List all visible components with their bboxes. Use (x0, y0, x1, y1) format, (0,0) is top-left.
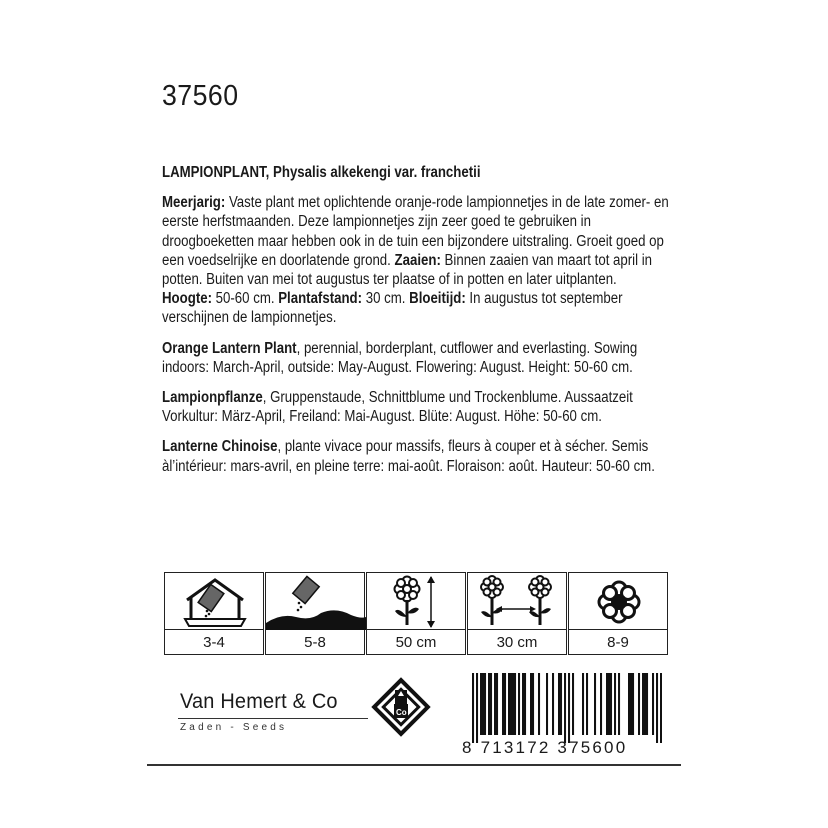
barcode-bar (524, 673, 526, 735)
barcode-bar (642, 673, 644, 735)
barcode-bar (494, 673, 496, 735)
flowering-months: 8-9 (607, 634, 629, 651)
barcode-bar (572, 673, 574, 735)
barcode-bar (628, 673, 630, 735)
brand-tagline: Zaden - Seeds (180, 722, 288, 733)
paragraph-german (162, 388, 669, 426)
article-number: 37560 (162, 80, 239, 112)
plant-spacing-icon (468, 573, 568, 630)
plant-height-value: 50 cm (395, 634, 437, 651)
body-text: 30 cm. (362, 290, 410, 308)
barcode-bar (610, 673, 612, 735)
body-text: , Gruppenstaude, Schnittblume und Trockenblume. Aussaatzeit Vorkultur: März-April, Freiland: Mai-August. Blüte: August. Höhe: 50-60 cm. (162, 389, 633, 426)
barcode-bar (638, 673, 640, 735)
bold-term: Orange Lantern Plant (162, 339, 297, 357)
barcode-bar (564, 673, 566, 743)
barcode-bar (660, 673, 662, 743)
body-text: 50-60 cm. (212, 290, 279, 308)
barcode-bar (514, 673, 516, 735)
barcode-bar (646, 673, 648, 735)
brand-name: Van Hemert & Co (180, 690, 338, 713)
barcode-bar (568, 673, 570, 743)
description-block (162, 163, 722, 487)
barcode-bar (552, 673, 554, 735)
bold-term: LAMPIONPLANT, Physalis alkekengi var. franchetii (162, 164, 481, 181)
paragraph-title (162, 163, 669, 182)
body-text: , plante vivace pour massifs, fleurs à couper et à sécher. Semis àl’intérieur: mars-avril, en pleine terre: mai-août. Floraison: août. Hauteur: 50-60 cm. (162, 438, 655, 475)
plant-spacing-value: 30 cm (496, 634, 538, 651)
body-text: Vaste plant met oplichtende oranje-rode lampionnetjes in de late zomer- en eerste herfstmaanden. Deze lampionnetjes zijn zeer goed te gebruiken in droogboeketten maar hebben ook in de tuin een bijzondere uitstraling. Groeit goed op een voedselrijke en doorlatende grond. (162, 194, 669, 269)
company-logo (368, 674, 434, 740)
bold-term: Zaaien: (394, 251, 441, 269)
barcode-bar (644, 673, 646, 735)
paragraph-french (162, 437, 669, 475)
barcode-bar (656, 673, 658, 743)
greenhouse-sowing-icon (165, 573, 265, 630)
barcode-bar (594, 673, 596, 735)
icon-cell-indoor-sowing (164, 572, 264, 655)
barcode-bar (600, 673, 602, 735)
barcode-bar (490, 673, 492, 735)
barcode-bar (546, 673, 548, 735)
bold-term: Hoogte: (162, 290, 213, 308)
body-text: In augustus tot september verschijnen de lampionnetjes. (162, 290, 623, 327)
bold-term: Bloeitijd: (409, 290, 466, 308)
barcode-bar (472, 673, 474, 743)
barcode-bar (560, 673, 562, 735)
bold-term: Meerjarig: (162, 194, 226, 212)
barcode-number: 8 713172 375600 (462, 738, 628, 757)
barcode-bar (518, 673, 520, 735)
barcode-bar (496, 673, 498, 735)
plant-height-icon (367, 573, 467, 630)
barcode-bar (652, 673, 654, 735)
cultivation-icons (164, 572, 668, 657)
bottom-rule (147, 764, 681, 766)
bold-term: Lanterne Chinoise (162, 438, 278, 456)
barcode-bar (582, 673, 584, 735)
outdoor-sowing-icon (266, 573, 366, 630)
barcode-bar (488, 673, 490, 735)
barcode-bar (532, 673, 534, 735)
barcode-bar (482, 673, 484, 735)
barcode-bar (502, 673, 504, 735)
barcode-bar (476, 673, 478, 743)
barcode-bar (606, 673, 608, 735)
icon-cell-height (366, 572, 466, 655)
icon-cell-flowering (568, 572, 668, 655)
body-text: Binnen zaaien van maart tot april in potten. Buiten van mei tot augustus ter plaatse of in potten en later uitplanten. (162, 251, 653, 289)
barcode-bar (618, 673, 620, 735)
barcode-bar (484, 673, 486, 735)
barcode-bar (586, 673, 588, 735)
barcode-bar (508, 673, 510, 735)
barcode-bar (512, 673, 514, 735)
barcode-bar (632, 673, 634, 735)
barcode-bar (614, 673, 616, 735)
brand-divider (178, 718, 368, 719)
body-text: , perennial, borderplant, cutflower and everlasting. Sowing indoors: March-April, outside: May-August. Flowering: August. Height: 50-60 cm. (162, 339, 638, 376)
icon-cell-spacing (467, 572, 567, 655)
svg-text:Co: Co (396, 708, 407, 717)
barcode-bar (480, 673, 482, 735)
barcode-bar (522, 673, 524, 735)
barcode-bar (510, 673, 512, 735)
indoor-sowing-months: 3-4 (203, 634, 225, 651)
paragraph-english (162, 339, 669, 377)
barcode-bar (608, 673, 610, 735)
barcode-bar (530, 673, 532, 735)
icon-cell-outdoor-sowing (265, 572, 365, 655)
barcode-bar (504, 673, 506, 735)
barcode-bar (538, 673, 540, 735)
bold-term: Lampionpflanze (162, 389, 263, 407)
flowering-icon (569, 573, 669, 630)
bold-term: Plantafstand: (278, 290, 363, 308)
paragraph-dutch (162, 193, 669, 327)
barcode-bar (558, 673, 560, 735)
outdoor-sowing-months: 5-8 (304, 634, 326, 651)
barcode (472, 673, 662, 743)
barcode-bar (630, 673, 632, 735)
